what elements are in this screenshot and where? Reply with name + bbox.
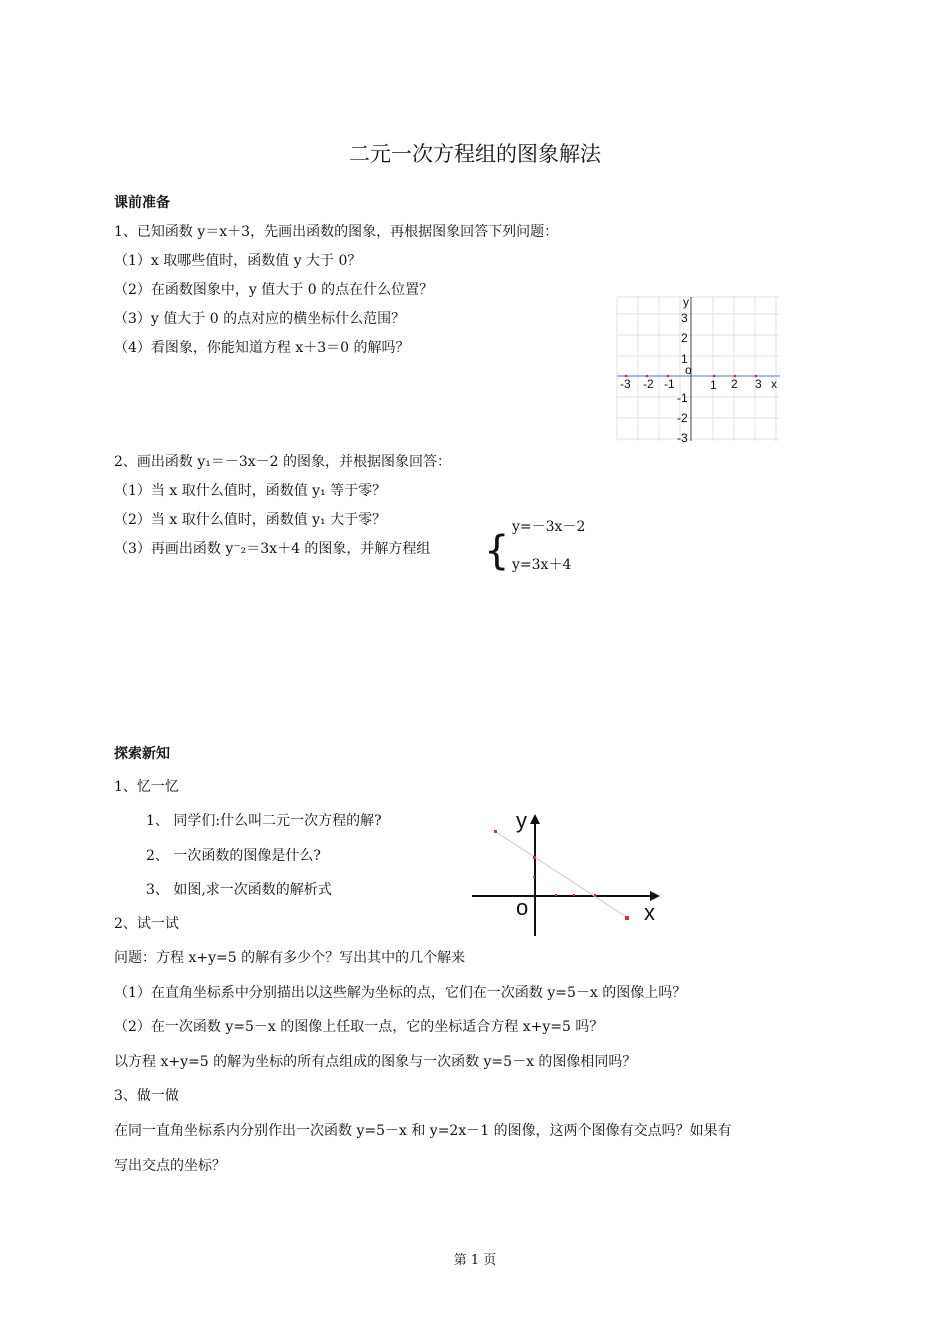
system-equation-1: y=－3x－2	[512, 519, 586, 535]
grid-y-tick: -1	[677, 391, 688, 405]
grid-y-tick: 2	[681, 331, 688, 345]
try-title: 2、试一试	[114, 916, 179, 932]
grid-y-label: y	[683, 295, 689, 309]
section-heading-explore: 探索新知	[114, 746, 170, 762]
question-1-item-2: （2）在函数图象中，y 值大于 0 的点在什么位置？	[114, 282, 434, 298]
recall-title: 1、忆一忆	[114, 779, 179, 795]
recall-item-2: 2、 一次函数的图像是什么?	[146, 848, 321, 864]
grid-x-tick: 3	[755, 377, 762, 391]
grid-x-tick: -2	[643, 377, 654, 391]
grid-x-tick: 1	[710, 378, 717, 392]
question-1-item-1: （1）x 取哪些值时，函数值 y 大于 0？	[114, 253, 362, 269]
question-2-item-1: （1）当 x 取什么值时，函数值 y₁ 等于零？	[114, 483, 387, 499]
grid-y-tick: 1	[681, 352, 688, 366]
grid-x-label: x	[771, 377, 777, 391]
linear-function-graph	[470, 806, 670, 938]
coordinate-grid	[614, 294, 784, 444]
question-2-item-2: （2）当 x 取什么值时，函数值 y₁ 大于零？	[114, 512, 387, 528]
question-1-item-4: （4）看图象，你能知道方程 x＋3＝0 的解吗？	[114, 340, 410, 356]
try-item-1: （1）在直角坐标系中分别描出以这些解为坐标的点，它们在一次函数 y=5－x 的图像上吗？	[114, 985, 687, 1001]
recall-item-1: 1、 同学们:什么叫二元一次方程的解?	[146, 813, 382, 829]
system-equation-2: y=3x＋4	[512, 557, 572, 573]
grid-y-tick: -2	[677, 411, 688, 425]
section-heading-prep: 课前准备	[114, 195, 170, 211]
question-1-item-3: （3）y 值大于 0 的点对应的横坐标什么范围？	[114, 311, 406, 327]
grid-x-tick: -1	[664, 377, 675, 391]
recall-item-3: 3、 如图,求一次函数的解析式	[146, 882, 332, 898]
grid-x-tick: 2	[731, 377, 738, 391]
page-footer: 第 1 页	[453, 1253, 497, 1268]
try-question: 问题：方程 x+y=5 的解有多少个？写出其中的几个解来	[114, 950, 466, 966]
do-text-line-2: 写出交点的坐标？	[114, 1158, 226, 1174]
graph-y-label: y	[516, 808, 527, 833]
grid-x-tick: -3	[620, 377, 631, 391]
graph-origin: o	[516, 895, 529, 920]
grid-origin: o	[685, 363, 692, 377]
grid-y-tick: -3	[677, 431, 688, 444]
system-brace: {	[484, 528, 510, 574]
question-2-item-3: （3）再画出函数 y⁻₂＝3x＋4 的图象，并解方程组	[114, 541, 431, 557]
page-title: 二元一次方程组的图象解法	[349, 142, 601, 166]
graph-x-label: x	[644, 900, 655, 925]
question-1: 1、已知函数 y＝x＋3，先画出函数的图象，再根据图象回答下列问题：	[114, 224, 559, 240]
question-2: 2、画出函数 y₁＝－3x－2 的图象，并根据图象回答：	[114, 454, 452, 470]
grid-y-tick: 3	[681, 311, 688, 325]
try-item-2: （2）在一次函数 y=5－x 的图像上任取一点，它的坐标适合方程 x+y=5 吗？	[114, 1019, 604, 1035]
do-title: 3、做一做	[114, 1088, 179, 1104]
do-text-line-1: 在同一直角坐标系内分别作出一次函数 y=5－x 和 y=2x－1 的图像，这两个图像有交点吗？如果有	[114, 1123, 732, 1139]
try-conclusion: 以方程 x+y=5 的解为坐标的所有点组成的图象与一次函数 y=5－x 的图像相同吗？	[114, 1054, 637, 1070]
